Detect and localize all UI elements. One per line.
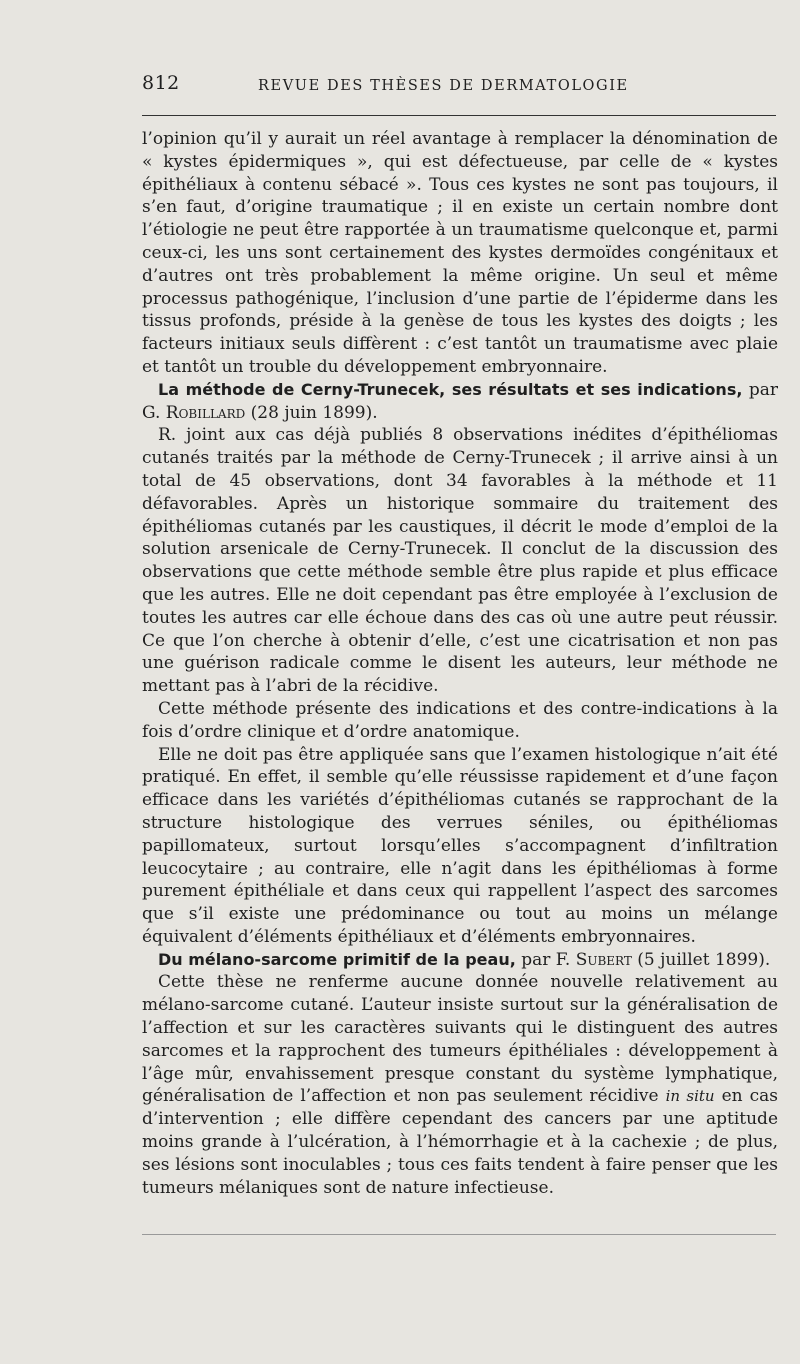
italic-in-situ: in situ [665, 1087, 715, 1106]
paragraph-2: R. joint aux cas déjà publiés 8 observations inédites d’épithéliomas cutanés traités par la méthode de Cerny-Trunecek ; il arrive ainsi à un total de 45 observations, dont 34 favorables à la méthode et 11 défavorables. Après un historique sommaire du traitement des épithéliomas cutanés par les caustiques, il décrit le mode d’emploi de la solution arsenicale de Cerny-Trunecek. Il conclut de la discussion des observations que cette méthode semble être plus rapide et plus efficace que les autres. Elle ne doit cependant pas être employée à l’exclusion de toutes les autres car elle échoue dans des cas où une autre peut réussir. Ce que l’on cherche à obtenir d’elle, c’est une cicatrisation et non pas une guérison radicale comme le disent les auteurs, leur méthode ne mettant pas à l’abri de la récidive. [142, 425, 778, 697]
heading-par: par G. [142, 379, 778, 423]
paragraph-1: l’opinion qu’il y aurait un réel avantage à remplacer la dénomination de « kystes épidermiques », qui est défectueuse, par celle de « kystes épithéliaux à contenu sébacé ». Tous ces kystes ne sont pas toujours, il s’en faut, d’origine traumatique ; il en existe un certain nombre dont l’étiologie ne peut être rapportée à un traumatisme quelconque et, parmi ceux-ci, les uns sont certainement des kystes dermoïdes congénitaux et d’autres ont très probablement la même origine. Un seul et même processus pathogénique, l’inclusion d’une partie de l’épiderme dans les tissus profonds, préside à la genèse de tous les kystes des doigts ; les facteurs initiaux seuls diffèrent : c’est tantôt un traumatisme avec plaie et tantôt un trouble du développement embryonnaire. [142, 129, 778, 377]
body-text [142, 128, 778, 1199]
paragraph-5 [142, 971, 778, 1199]
heading-author: Robillard [165, 402, 246, 423]
page-header [142, 72, 778, 102]
page-number: 812 [142, 72, 180, 94]
heading-par: par F. [515, 949, 576, 970]
heading-title: La méthode de Cerny-Trunecek, ses résultats et ses indications, [158, 379, 743, 399]
paragraph-5-part-b: en cas d’intervention ; elle diffère cependant des cancers par une aptitude moins grande à l’ulcération, à l’hémorrhagie et à la cachexie ; de plus, ses lésions sont inoculables ; tous ces faits tendent à faire penser que les tumeurs mélaniques sont de nature infectieuse. [142, 1086, 778, 1198]
paragraph-4: Elle ne doit pas être appliquée sans que l’examen histologique n’ait été pratiqué. En effet, il semble qu’elle réussisse rapidement et d’une façon efficace dans les variétés d’épithéliomas cutanés se rapprochant de la structure histologique des verrues séniles, ou épithéliomas papillomateux, surtout lorsqu’elles s’accompagnent d’infiltration leucocytaire ; au contraire, elle n’agit dans les épithéliomas à forme purement épithéliale et dans ceux qui rappellent l’aspect des sarcomes que s’il existe une prédominance ou tout au moins un mélange équivalent d’éléments épithéliaux et d’éléments embryonnaires. [142, 744, 778, 947]
paragraph-5-part-a: Cette thèse ne renferme aucune donnée nouvelle relativement au mélano-sarcome cutané. L’auteur insiste surtout sur la généralisation de l’affection et sur les caractères suivants qui le distinguent des autres sarcomes et la rapprochent des tumeurs épithéliales : développement à l’âge mûr, envahissement presque constant du système lymphatique, généralisation de l’affection et non pas seulement récidive [142, 972, 778, 1107]
paragraph-3: Cette méthode présente des indications et des contre-indications à la fois d’ordre clinique et d’ordre anatomique. [142, 698, 778, 742]
header-rule [142, 115, 776, 116]
running-title: REVUE DES THÈSES DE DERMATOLOGIE [258, 78, 629, 94]
section-heading-melano [142, 949, 778, 972]
heading-author: Subert [575, 949, 632, 970]
section-heading-cerny [142, 379, 778, 425]
heading-title: Du mélano-sarcome primitif de la peau, [158, 949, 516, 969]
bottom-rule [142, 1234, 776, 1235]
heading-date: (28 juin 1899). [245, 402, 378, 423]
heading-date: (5 juillet 1899). [631, 949, 771, 970]
